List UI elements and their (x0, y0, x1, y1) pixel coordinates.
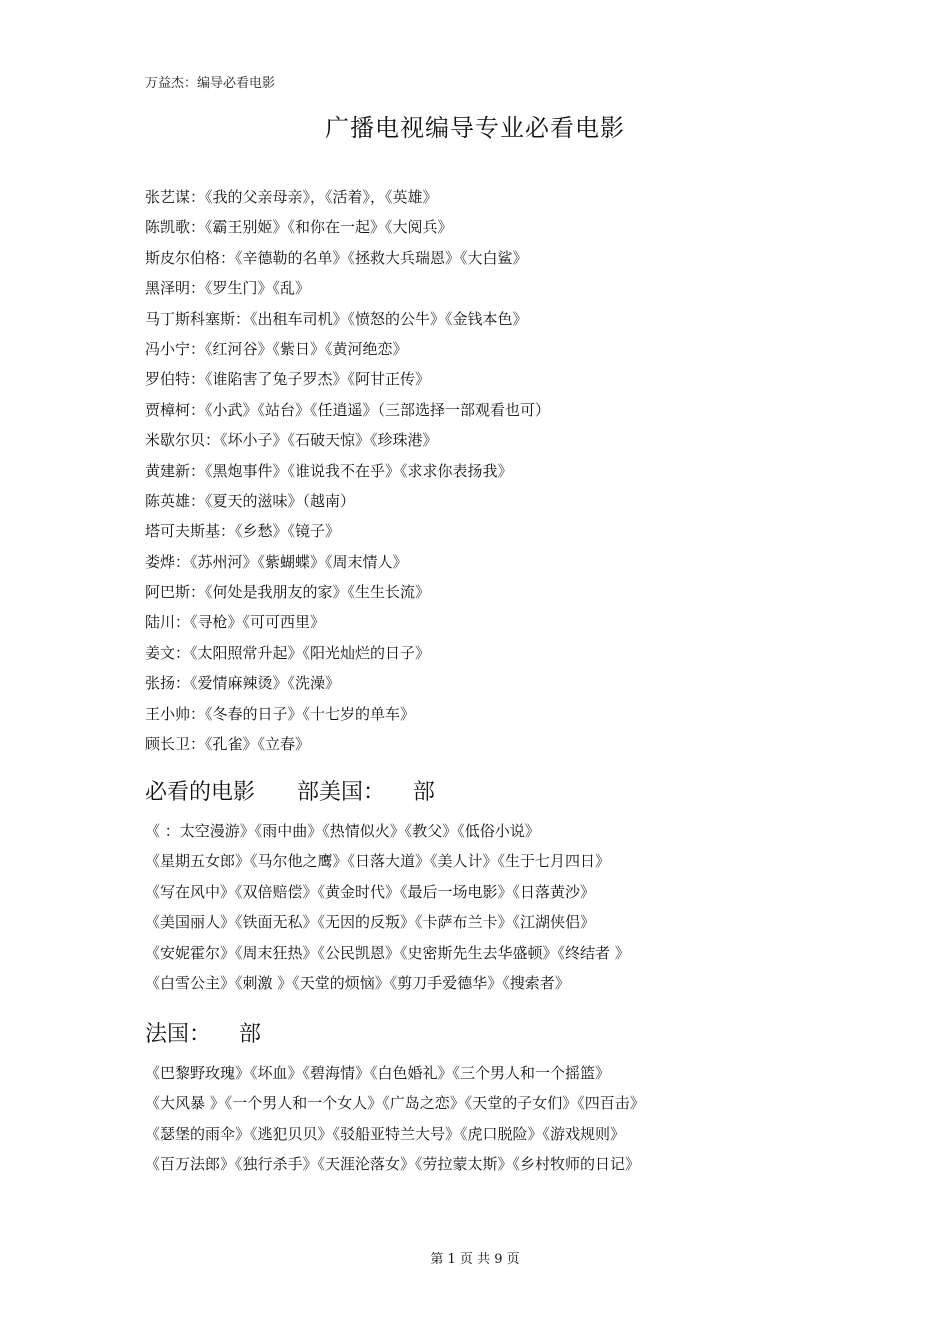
list-item: 《美国丽人》《铁面无私》《无因的反叛》《卡萨布兰卡》《江湖侠侣》 (145, 913, 596, 932)
section-heading-fr: 法国： 部 (145, 1022, 261, 1047)
list-item: 斯皮尔伯格：《辛德勒的名单》《拯救大兵瑞恩》《大白鲨》 (145, 248, 528, 267)
list-item: 娄烨：《苏州河》《紫蝴蝶》《周末情人》 (145, 552, 408, 571)
list-item: 顾长卫：《孔雀》《立春》 (145, 735, 311, 754)
list-item: 陆川：《寻枪》《可可西里》 (145, 613, 326, 632)
section-heading-us: 必看的电影 部美国： 部 (145, 780, 435, 805)
list-item: 冯小宁：《红河谷》《紫日》《黄河绝恋》 (145, 339, 408, 358)
list-item: 《瑟堡的雨伞》《逃犯贝贝》《驳船亚特兰大号》《虎口脱险》《游戏规则》 (145, 1124, 626, 1143)
list-item: 《星期五女郎》《马尔他之鹰》《日落大道》《美人计》《生于七月四日》 (145, 852, 611, 871)
list-item: 《大风暴 》《一个男人和一个女人》《广岛之恋》《天堂的子女们》《四百击》 (145, 1094, 645, 1113)
page-title: 广播电视编导专业必看电影 (325, 114, 625, 142)
list-item: 陈凯歌：《霸王别姬》《和你在一起》《大阅兵》 (145, 218, 453, 237)
list-item: 塔可夫斯基：《乡愁》《镜子》 (145, 522, 341, 541)
list-item: 罗伯特：《谁陷害了兔子罗杰》《阿甘正传》 (145, 370, 431, 389)
list-item: 陈英雄：《夏天的滋味》（越南） (145, 491, 356, 510)
list-item: 《白雪公主》《刺激 》《天堂的烦恼》《剪刀手爱德华》《搜索者》 (145, 973, 570, 992)
director-list (145, 182, 550, 759)
list-item: 阿巴斯：《何处是我朋友的家》《生生长流》 (145, 583, 431, 602)
list-item: 《安妮霍尔》《周末狂热》《公民凯恩》《史密斯先生去华盛顿》《终结者 》 (145, 943, 630, 962)
list-item: 姜文：《太阳照常升起》《阳光灿烂的日子》 (145, 643, 431, 662)
running-header: 万益杰：编导必看电影 (145, 76, 276, 91)
list-item: 《 ：太空漫游》《雨中曲》《热情似火》《教父》《低俗小说》 (145, 822, 540, 840)
list-item: 贾樟柯：《小武》《站台》《任逍遥》（三部选择一部观看也可） (145, 400, 551, 419)
list-item: 《巴黎野玫瑰》《坏血》《碧海情》《白色婚礼》《三个男人和一个摇篮》 (145, 1064, 611, 1082)
list-item: 黑泽明：《罗生门》《乱》 (145, 279, 311, 298)
list-item: 《写在风中》《双倍赔偿》《黄金时代》《最后一场电影》《日落黄沙》 (145, 882, 596, 901)
list-item: 张艺谋：《我的父亲母亲》，《活着》，《英雄》 (145, 188, 438, 206)
list-item: 马丁斯科塞斯：《出租车司机》《愤怒的公牛》《金钱本色》 (145, 309, 528, 328)
list-item: 米歇尔贝：《坏小子》《石破天惊》《珍珠港》 (145, 431, 438, 450)
list-item: 王小帅：《冬春的日子》《十七岁的单车》 (145, 704, 416, 723)
page-footer: 第 1 页 共 9 页 (430, 1252, 520, 1267)
list-item: 黄建新：《黑炮事件》《谁说我不在乎》《求求你表扬我》 (145, 461, 513, 480)
list-item: 张扬：《爱情麻辣烫》《洗澡》 (145, 674, 341, 693)
us-film-list (145, 816, 630, 998)
fr-film-list (145, 1058, 645, 1180)
list-item: 《百万法郎》《独行杀手》《天涯沦落女》《劳拉蒙太斯》《乡村牧师的日记》 (145, 1155, 641, 1174)
